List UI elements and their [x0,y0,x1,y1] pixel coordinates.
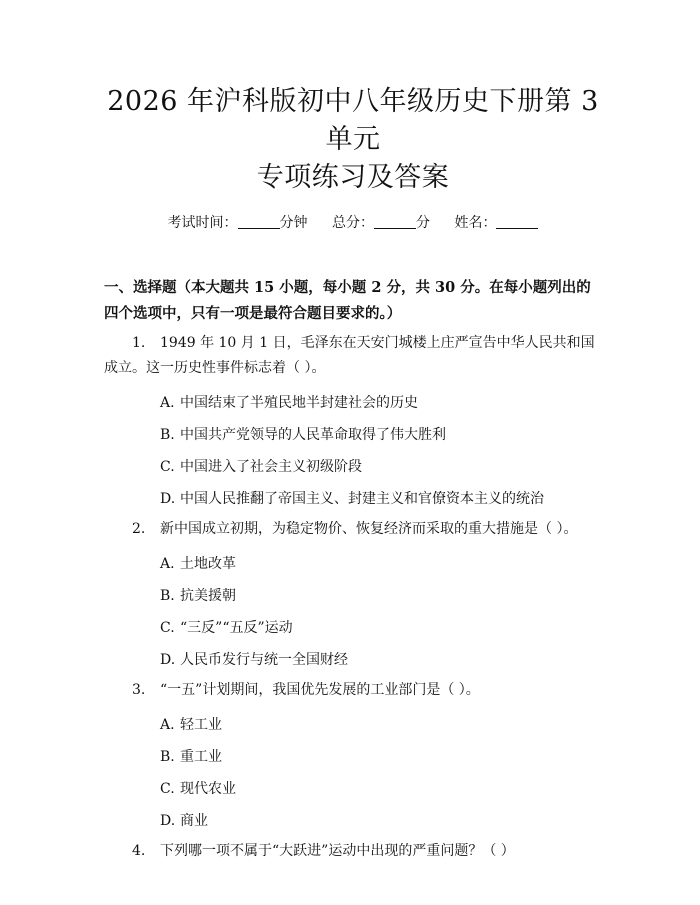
name-field [454,213,538,233]
title-line-1: 2026 年沪科版初中八年级历史下册第 3 单元 [107,86,599,155]
option-text: 商业 [180,813,208,829]
option-list [104,393,602,509]
page-title [104,0,602,197]
option-letter: B. [160,427,175,443]
option-letter: D. [160,652,176,668]
option-a [104,393,602,413]
section-heading: 一、选择题（本大题共 15 小题，每小题 2 分，共 30 分。在每小题列出的四个选项中，只有一项是最符合题目要求的。） [104,279,591,322]
question-stem [104,839,602,864]
question-stem [104,517,602,542]
question-1 [104,331,602,509]
option-text: 中国人民推翻了帝国主义、封建主义和官僚资本主义的统治 [180,491,544,507]
option-d [104,811,602,831]
option-d [104,489,602,509]
option-letter: B. [160,588,175,604]
total-score-blank [374,214,416,229]
option-letter: C. [160,620,175,636]
name-blank [496,214,538,229]
total-score-unit: 分 [416,215,430,231]
total-score-label: 总分： [332,215,374,231]
question-4 [104,839,602,864]
option-list [104,715,602,831]
question-3 [104,678,602,831]
title-line-2: 专项练习及答案 [256,162,450,193]
name-label: 姓名： [454,215,497,231]
question-text: 新中国成立初期，为稳定物价、恢复经济而采取的重大措施是（ ）。 [160,521,578,537]
option-text: 中国进入了社会主义初级阶段 [180,459,362,475]
option-letter: A. [160,556,175,572]
exam-time-unit: 分钟 [279,215,308,231]
question-text: 1949 年 10 月 1 日，毛泽东在天安门城楼上庄严宣告中华人民共和国成立。这一历史性事件标志着（ ）。 [104,335,595,376]
option-d [104,650,602,670]
question-text: 下列哪一项不属于“大跃进”运动中出现的严重问题？（ ） [160,843,515,859]
option-text: 现代农业 [180,781,236,797]
question-number: 2. [132,521,146,537]
question-number: 3. [132,682,146,698]
option-list [104,554,602,670]
option-b [104,586,602,606]
option-letter: C. [160,459,175,475]
option-letter: D. [160,813,176,829]
question-stem [104,331,602,381]
option-c [104,457,602,477]
exam-time-label: 考试时间： [167,215,238,231]
option-text: 土地改革 [180,556,236,572]
option-letter: B. [160,749,175,765]
option-c [104,618,602,638]
option-a [104,554,602,574]
option-letter: A. [160,395,175,411]
question-text: “一五”计划期间，我国优先发展的工业部门是（ ）。 [160,682,480,698]
option-c [104,779,602,799]
option-text: 重工业 [180,749,222,765]
option-text: 抗美援朝 [180,588,236,604]
total-score-field [332,213,430,233]
question-list [104,331,602,864]
option-a [104,715,602,735]
question-stem [104,678,602,703]
question-number: 1. [132,335,146,351]
option-text: 轻工业 [180,717,222,733]
question-number: 4. [132,843,146,859]
option-text: 人民币发行与统一全国财经 [180,652,348,668]
exam-meta [104,213,602,233]
option-b [104,747,602,767]
exam-time-field [168,213,308,233]
option-text: “三反”“五反”运动 [180,620,293,636]
option-letter: D. [160,491,176,507]
option-letter: A. [160,717,175,733]
question-2 [104,517,602,670]
option-b [104,425,602,445]
option-text: 中国结束了半殖民地半封建社会的历史 [180,395,418,411]
exam-time-blank [238,214,280,229]
option-letter: C. [160,781,175,797]
option-text: 中国共产党领导的人民革命取得了伟大胜利 [180,427,446,443]
